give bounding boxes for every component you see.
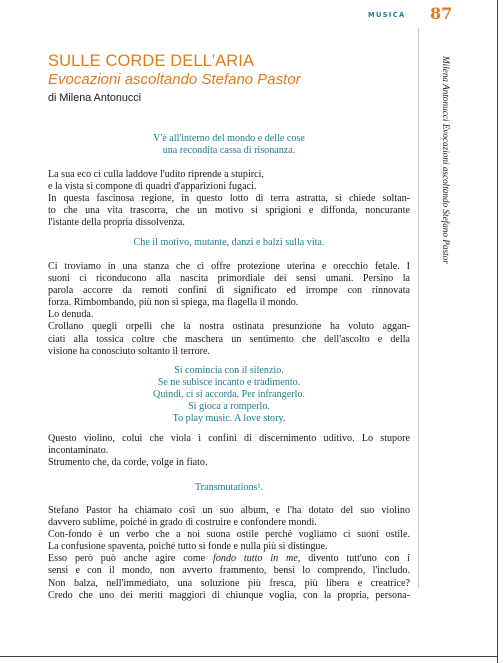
verse-line: V'è all'interno del mondo e delle cose	[153, 133, 305, 144]
text-line: sensi e con il mondo, non avverto frammento, bensì lo comprendo, l'includo.	[48, 565, 410, 577]
text-line: Credo che uno dei meriti maggiori di chiunque voglia, con la propria, persona-	[48, 589, 410, 601]
running-head: Milena Antonucci Evocazioni ascoltando Stefano Pastor	[441, 56, 451, 264]
text-line: Strumento che, da corde, volge in fiato.	[48, 457, 208, 469]
verse-block-1	[48, 133, 410, 157]
text-line: e la vista si compone di quadri d'apparizioni fugaci.	[48, 181, 257, 193]
text-line: Questo violino, colui che viola i confini di discernimento uditivo. Lo stupore	[48, 433, 410, 444]
text-line: La sua eco ci culla laddove l'udito riprende a stupirci,	[48, 169, 264, 180]
text-line: La confusione spaventa, poiché tutto si fonde e nulla più si distingue.	[48, 541, 328, 553]
italic-phrase: fondo tutto in me	[213, 553, 298, 565]
verse-line: Se ne subisce incanto e tradimento.	[157, 377, 301, 389]
verse-line: To play music. A love story.	[172, 413, 286, 425]
text-line: visione ha conosciuto soltanto il terrore.	[48, 345, 211, 357]
page-number: 87	[430, 4, 453, 23]
paragraph-1	[48, 169, 410, 229]
text-line: In questa fascinosa regione, in questo lotto di terra astratta, si chiede soltan-	[48, 193, 410, 205]
verse-line: Si comincia con il silenzio.	[174, 365, 284, 376]
text-line: suoni ci riconducono alla nascita primordiale dei sensi umani. Persino la	[48, 273, 410, 285]
page-edge-right	[497, 0, 498, 663]
verse-line: una recondita cassa di risonanza.	[162, 145, 296, 157]
margin-rule	[418, 28, 419, 588]
verse-block-2	[48, 237, 410, 249]
text-line: incontaminato.	[48, 445, 109, 457]
paragraph-3	[48, 433, 410, 469]
text-line: Con-fondo è un verbo che a noi suona ostile perché vogliamo ci suoni ostile.	[48, 529, 410, 541]
verse-line: Che il motivo, mutante, danzi e balzi sulla vita.	[133, 237, 325, 248]
article-title: SULLE CORDE DELL'ARIA	[48, 52, 255, 70]
text-line: forza. Rimbombando, più non si spiega, ma flagella il mondo.	[48, 297, 299, 309]
verse-line: Si gioca a romperlo.	[188, 401, 270, 413]
text-line: Lo denuda.	[48, 309, 94, 321]
text-line: Crollano quegli orpelli che la nostra ostinata presunzione ha voluto aggan-	[48, 321, 410, 333]
text-span: Esso però può anche agire come	[48, 553, 214, 565]
text-span: , divento tutt'uno con i	[297, 553, 410, 565]
page-edge-bottom	[0, 656, 498, 657]
paragraph-4	[48, 505, 410, 602]
verse-line: Transmutations¹.	[195, 482, 263, 493]
text-line: to che una vita trascorra, che un motivo si sprigioni e diffonda, noncurante	[48, 205, 410, 217]
article-byline: di Milena Antonucci	[48, 92, 142, 104]
text-line: Ci troviamo in una stanza che ci offre protezione uterina e orecchio fetale. I	[48, 261, 410, 272]
verse-line: Quindi, ci si accorda. Per infrangerlo.	[153, 389, 305, 401]
verse-block-4	[48, 482, 410, 494]
article-subtitle: Evocazioni ascoltando Stefano Pastor	[48, 71, 301, 88]
text-line: davvero sublime, poiché in grado di costruire e confondere mondi.	[48, 517, 317, 529]
paragraph-2	[48, 261, 410, 358]
text-line: Stefano Pastor ha chiamato così un suo album, e l'ha dotato del suo violino	[48, 505, 410, 516]
text-line: Non balza, nell'immediato, una soluzione più fresca, più libera e creatrice?	[48, 577, 410, 589]
section-label: MUSICA	[368, 11, 406, 19]
text-line: parola accorre da remoti confini di significato ed irrompe con rinnovata	[48, 285, 410, 297]
text-line-with-italic	[48, 553, 410, 565]
verse-block-3	[48, 365, 410, 425]
text-line: l'istante della propria dissolvenza.	[48, 217, 185, 229]
text-line: ciati alla tossica coltre che maschera un sentimento che dell'ascolto e della	[48, 333, 410, 345]
